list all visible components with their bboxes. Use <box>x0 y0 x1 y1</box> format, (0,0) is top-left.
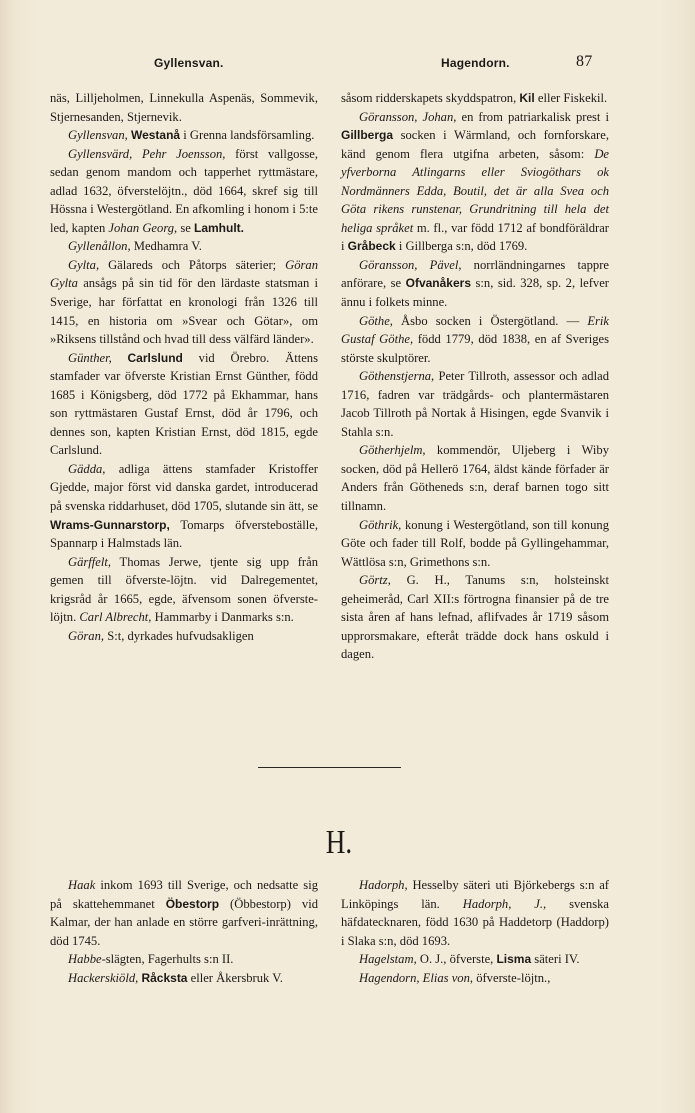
section-letter: H. <box>325 824 353 861</box>
right-column-h <box>341 876 609 987</box>
entry-gortz: Görtz, G. H., Tanums s:n, holsteinskt geheimeråd, Carl XII:s förtrogna finansier på de tre sista åren af hans lefnad, aflifvades år 1719 såsom upprorsmakare, efteråt trädde dock hans oskuld i dagen. <box>341 573 609 662</box>
right-column <box>341 89 609 664</box>
entry-goransson-pavel: Göransson, Pävel, norrländningarnes tappre anförare, se Ofvanåkers s:n, sid. 328, sp. 2, lefver ännu i folkets minne. <box>341 257 609 310</box>
entry-goransson-johan: Göransson, Johan, en from patriarkalisk prest i Gillberga socken i Wärmland, och fornforskare, känd genom flera utgifna arbeten, såsom: De yfverborna Atlingarns eller Sviogöthars ok Nordmänners Edda, Boutil, det är alla Svea och Göta rikens runstenar, Grundritning till hela det heliga språket m. fl., var född 1712 af bondföräldrar i Gråbeck i Gillberga s:n, död 1769. <box>341 109 610 254</box>
left-column <box>50 89 318 645</box>
entry-gyllensvan: Gyllensvan, Westanå i Grenna landsförsamling. <box>68 128 315 143</box>
entry-gyllenallon: Gyllenållon, Medhamra V. <box>68 239 202 254</box>
left-column-h <box>50 876 318 987</box>
entry-hadorph: Hadorph, Hesselby säteri uti Björkebergs s:n af Linköpings län. Hadorph, J., svenska häfdatecknaren, född 1630 på Haddetorp (Haddorp) i Slaka s:n, död 1693. <box>341 878 609 948</box>
entry-hackerskiold: Hackerskiöld, Råcksta eller Åkersbruk V. <box>68 970 283 985</box>
page-number: 87 <box>576 53 593 70</box>
entry-hagendorn: Hagendorn, Elias von, öfverste-löjtn., <box>359 970 551 985</box>
entry-gothenstjerna: Göthenstjerna, Peter Tillroth, assessor och adlad 1716, fadren var trädgårds- och plantermästaren Jacob Tillroth på Nortak å Hisingen, egde Svanvik i Stahla s:n. <box>341 369 609 439</box>
entry-habbe: Habbe-slägten, Fagerhults s:n II. <box>68 952 234 967</box>
entry-gylta: Gylta, Gälareds och Påtorps säterier; Göran Gylta ansågs på sin tid för den lärdaste statsman i Sverige, har författat en kronologi från 1326 till 1415, en historia om »Svear och Götar», om »Riksens tillstånd och hvad till dess välfärd länder». <box>50 257 318 347</box>
entry-gunther: Günther, Carlslund vid Örebro. Ättens stamfader var öfverste Kristian Ernst Günther, född 1685 i Königsberg, död 1772 på Ekhammar, hans son ryttmästaren Gustaf Ernst, död år 1796, och dennes son, kapten Kristian Ernst, död 1815, egde Carlslund. <box>50 350 318 458</box>
entry-gothe: Göthe, Åsbo socken i Östergötland. — Erik Gustaf Göthe, född 1779, död 1838, en af Sveriges störste skulptörer. <box>341 313 609 365</box>
entry-gadda: Gädda, adliga ättens stamfader Kristoffer Gjedde, major först vid danska gardet, introducerad på svenska riddarhuset, död 1705, slutande sin ätt, se Wrams-Gunnarstorp, Tomarps öfversteboställe, Spannarp i Halmstads län. <box>50 461 318 551</box>
entry-continuation-right: såsom ridderskapets skyddspatron, Kil eller Fiskekil. <box>341 91 608 105</box>
section-divider <box>258 767 401 768</box>
entry-garffelt: Gärffelt, Thomas Jerwe, tjente sig upp från gemen till öfverste-löjtn. vid Dalregementet, krigsråd år 1665, egde, äfvensom sonen öfverste-löjtn. Carl Albrecht, Hammarby i Danmarks s:n. <box>50 554 318 625</box>
running-head-left: Gyllensvan. <box>154 56 224 70</box>
entry-goran: Göran, S:t, dyrkades hufvudsakligen <box>68 628 254 643</box>
entry-gothrik: Göthrik, konung i Westergötland, son till konung Göte och fader till Rolf, bodde på Gyllingehammar, Wättlösa s:n, Grimethons s:n. <box>341 517 609 569</box>
entry-hagelstam: Hagelstam, O. J., öfverste, Lisma säteri IV. <box>359 952 580 967</box>
entry-haak: Haak inkom 1693 till Sverige, och nedsatte sig på skattehemmanet Öbestorp (Öbbestorp) vid Kalmar, der han anlade en större garfveri-inrättning, död 1745. <box>50 878 319 948</box>
entry-gotherhjelm: Götherhjelm, kommendör, Uljeberg i Wiby socken, död på Hellerö 1764, äldst kände förfader är Anders från Götheneds s:n, deraf barnen togo sitt tillnamn. <box>341 443 609 514</box>
running-head-right: Hagendorn. <box>441 56 510 70</box>
entry-continuation: näs, Lilljeholmen, Linnekulla Aspenäs, Sommevik, Stjernesanden, Stjernevik. <box>50 91 318 124</box>
entry-gyllensvard: Gyllensvärd, Pehr Joensson, först vallgosse, sedan genom mandom och tapperhet ryttmästare, adlad 1632, öfverstelöjtn., död 1664, skref sig till Hössna i Westergötland. En afkomling i honom i 5:te led, kapten Johan Georg, se Lamhult. <box>50 146 318 235</box>
